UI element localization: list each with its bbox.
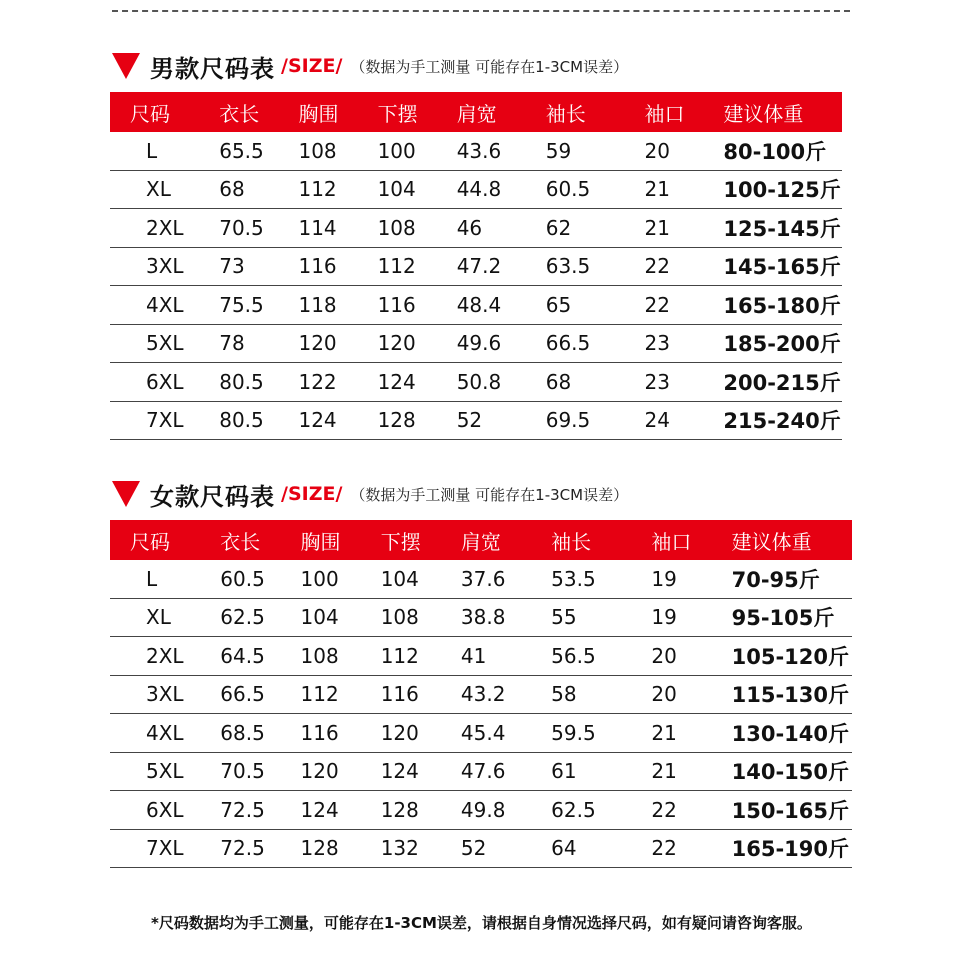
table-row — [110, 598, 852, 637]
women-size-tag: /SIZE/ — [281, 483, 343, 505]
cell-cuff: 22 — [645, 286, 724, 325]
cell-sleeve: 64 — [551, 829, 651, 868]
table-row — [110, 209, 842, 248]
cell-hem: 128 — [381, 791, 461, 830]
cell-size: 6XL — [110, 363, 219, 402]
women-size-section — [110, 474, 852, 868]
cell-hem: 128 — [378, 401, 457, 440]
cell-shoulder: 43.6 — [457, 132, 546, 170]
cell-shoulder: 49.8 — [461, 791, 551, 830]
cell-sleeve: 59 — [546, 132, 645, 170]
cell-sleeve: 62.5 — [551, 791, 651, 830]
cell-sleeve: 66.5 — [546, 324, 645, 363]
cell-weight: 165-190斤 — [732, 829, 852, 868]
cell-chest: 118 — [298, 286, 377, 325]
cell-length: 70.5 — [220, 752, 300, 791]
cell-size: L — [110, 132, 219, 170]
cell-length: 66.5 — [220, 675, 300, 714]
cell-cuff: 21 — [645, 170, 724, 209]
cell-weight: 200-215斤 — [723, 363, 842, 402]
cell-hem: 124 — [381, 752, 461, 791]
cell-cuff: 19 — [651, 560, 731, 598]
cell-sleeve: 69.5 — [546, 401, 645, 440]
table-row — [110, 286, 842, 325]
cell-weight: 215-240斤 — [723, 401, 842, 440]
header-sleeve: 袖长 — [551, 520, 651, 560]
cell-shoulder: 41 — [461, 637, 551, 676]
cell-size: XL — [110, 598, 220, 637]
cell-size: XL — [110, 170, 219, 209]
cell-cuff: 20 — [645, 132, 724, 170]
cell-chest: 120 — [298, 324, 377, 363]
cell-hem: 124 — [378, 363, 457, 402]
header-size: 尺码 — [110, 520, 220, 560]
cell-length: 65.5 — [219, 132, 298, 170]
cell-sleeve: 56.5 — [551, 637, 651, 676]
cell-hem: 120 — [378, 324, 457, 363]
cell-hem: 116 — [381, 675, 461, 714]
cell-weight: 80-100斤 — [723, 132, 842, 170]
table-row — [110, 752, 852, 791]
cell-shoulder: 48.4 — [457, 286, 546, 325]
cell-chest: 116 — [301, 714, 381, 753]
cell-hem: 112 — [378, 247, 457, 286]
cell-weight: 130-140斤 — [732, 714, 852, 753]
top-dashed-divider — [112, 10, 850, 12]
header-sleeve: 袖长 — [546, 92, 645, 132]
men-size-section — [110, 46, 842, 440]
cell-cuff: 20 — [651, 675, 731, 714]
cell-length: 75.5 — [219, 286, 298, 325]
cell-cuff: 22 — [651, 829, 731, 868]
cell-weight: 140-150斤 — [732, 752, 852, 791]
cell-hem: 108 — [381, 598, 461, 637]
table-row — [110, 363, 842, 402]
cell-size: 4XL — [110, 714, 220, 753]
cell-chest: 108 — [301, 637, 381, 676]
cell-shoulder: 47.2 — [457, 247, 546, 286]
cell-sleeve: 65 — [546, 286, 645, 325]
cell-cuff: 22 — [651, 791, 731, 830]
header-shoulder: 肩宽 — [457, 92, 546, 132]
cell-length: 64.5 — [220, 637, 300, 676]
cell-hem: 112 — [381, 637, 461, 676]
cell-size: 5XL — [110, 324, 219, 363]
cell-weight: 115-130斤 — [732, 675, 852, 714]
cell-length: 68 — [219, 170, 298, 209]
cell-chest: 128 — [301, 829, 381, 868]
cell-size: 7XL — [110, 401, 219, 440]
cell-weight: 125-145斤 — [723, 209, 842, 248]
women-title-row — [110, 474, 852, 514]
header-shoulder: 肩宽 — [461, 520, 551, 560]
cell-length: 80.5 — [219, 363, 298, 402]
cell-length: 72.5 — [220, 829, 300, 868]
cell-length: 70.5 — [219, 209, 298, 248]
cell-size: L — [110, 560, 220, 598]
table-row — [110, 791, 852, 830]
cell-chest: 116 — [298, 247, 377, 286]
cell-sleeve: 55 — [551, 598, 651, 637]
cell-cuff: 22 — [645, 247, 724, 286]
cell-hem: 104 — [381, 560, 461, 598]
cell-length: 73 — [219, 247, 298, 286]
cell-size: 5XL — [110, 752, 220, 791]
cell-length: 60.5 — [220, 560, 300, 598]
cell-weight: 145-165斤 — [723, 247, 842, 286]
men-header-row — [110, 92, 842, 132]
women-header-row — [110, 520, 852, 560]
cell-weight: 150-165斤 — [732, 791, 852, 830]
cell-size: 7XL — [110, 829, 220, 868]
triangle-down-icon — [112, 481, 140, 507]
header-size: 尺码 — [110, 92, 219, 132]
header-chest: 胸围 — [298, 92, 377, 132]
cell-chest: 112 — [298, 170, 377, 209]
cell-length: 72.5 — [220, 791, 300, 830]
header-weight: 建议体重 — [732, 520, 852, 560]
cell-size: 2XL — [110, 209, 219, 248]
table-row — [110, 637, 852, 676]
table-row — [110, 401, 842, 440]
cell-hem: 100 — [378, 132, 457, 170]
cell-cuff: 21 — [645, 209, 724, 248]
cell-size: 6XL — [110, 791, 220, 830]
cell-shoulder: 50.8 — [457, 363, 546, 402]
header-chest: 胸围 — [301, 520, 381, 560]
cell-shoulder: 49.6 — [457, 324, 546, 363]
header-cuff: 袖口 — [651, 520, 731, 560]
cell-weight: 105-120斤 — [732, 637, 852, 676]
cell-hem: 120 — [381, 714, 461, 753]
table-row — [110, 560, 852, 598]
cell-sleeve: 58 — [551, 675, 651, 714]
cell-shoulder: 43.2 — [461, 675, 551, 714]
cell-shoulder: 52 — [461, 829, 551, 868]
cell-size: 3XL — [110, 247, 219, 286]
cell-chest: 124 — [298, 401, 377, 440]
cell-weight: 95-105斤 — [732, 598, 852, 637]
header-hem: 下摆 — [381, 520, 461, 560]
cell-shoulder: 47.6 — [461, 752, 551, 791]
cell-weight: 185-200斤 — [723, 324, 842, 363]
header-hem: 下摆 — [378, 92, 457, 132]
table-row — [110, 714, 852, 753]
cell-size: 4XL — [110, 286, 219, 325]
cell-chest: 104 — [301, 598, 381, 637]
header-cuff: 袖口 — [645, 92, 724, 132]
cell-shoulder: 46 — [457, 209, 546, 248]
cell-weight: 100-125斤 — [723, 170, 842, 209]
triangle-down-icon — [112, 53, 140, 79]
cell-weight: 165-180斤 — [723, 286, 842, 325]
cell-chest: 120 — [301, 752, 381, 791]
cell-cuff: 20 — [651, 637, 731, 676]
cell-sleeve: 60.5 — [546, 170, 645, 209]
women-size-table — [110, 520, 852, 868]
men-title: 男款尺码表 — [150, 54, 275, 83]
cell-sleeve: 61 — [551, 752, 651, 791]
table-row — [110, 324, 842, 363]
cell-length: 68.5 — [220, 714, 300, 753]
cell-length: 78 — [219, 324, 298, 363]
cell-chest: 124 — [301, 791, 381, 830]
cell-length: 62.5 — [220, 598, 300, 637]
table-row — [110, 132, 842, 170]
cell-cuff: 21 — [651, 752, 731, 791]
cell-sleeve: 68 — [546, 363, 645, 402]
cell-weight: 70-95斤 — [732, 560, 852, 598]
men-title-row — [110, 46, 842, 86]
cell-cuff: 21 — [651, 714, 731, 753]
header-length: 衣长 — [219, 92, 298, 132]
cell-hem: 104 — [378, 170, 457, 209]
cell-size: 3XL — [110, 675, 220, 714]
cell-size: 2XL — [110, 637, 220, 676]
cell-sleeve: 59.5 — [551, 714, 651, 753]
cell-chest: 114 — [298, 209, 377, 248]
cell-cuff: 23 — [645, 363, 724, 402]
cell-sleeve: 62 — [546, 209, 645, 248]
cell-chest: 112 — [301, 675, 381, 714]
header-weight: 建议体重 — [723, 92, 842, 132]
cell-hem: 108 — [378, 209, 457, 248]
table-row — [110, 829, 852, 868]
cell-chest: 122 — [298, 363, 377, 402]
cell-shoulder: 44.8 — [457, 170, 546, 209]
cell-shoulder: 52 — [457, 401, 546, 440]
men-size-table — [110, 92, 842, 440]
cell-chest: 108 — [298, 132, 377, 170]
footer-note: *尺码数据均为手工测量，可能存在1-3CM误差，请根据自身情况选择尺码，如有疑问请咨询客服。 — [151, 914, 812, 932]
header-length: 衣长 — [220, 520, 300, 560]
table-row — [110, 675, 852, 714]
women-title: 女款尺码表 — [150, 482, 275, 511]
cell-cuff: 23 — [645, 324, 724, 363]
cell-shoulder: 38.8 — [461, 598, 551, 637]
cell-cuff: 24 — [645, 401, 724, 440]
cell-cuff: 19 — [651, 598, 731, 637]
cell-shoulder: 45.4 — [461, 714, 551, 753]
cell-shoulder: 37.6 — [461, 560, 551, 598]
women-note: （数据为手工测量 可能存在1-3CM误差） — [350, 485, 629, 504]
cell-hem: 116 — [378, 286, 457, 325]
table-row — [110, 170, 842, 209]
men-size-tag: /SIZE/ — [281, 55, 343, 77]
cell-sleeve: 63.5 — [546, 247, 645, 286]
table-row — [110, 247, 842, 286]
cell-length: 80.5 — [219, 401, 298, 440]
men-note: （数据为手工测量 可能存在1-3CM误差） — [350, 57, 629, 76]
cell-chest: 100 — [301, 560, 381, 598]
cell-sleeve: 53.5 — [551, 560, 651, 598]
cell-hem: 132 — [381, 829, 461, 868]
